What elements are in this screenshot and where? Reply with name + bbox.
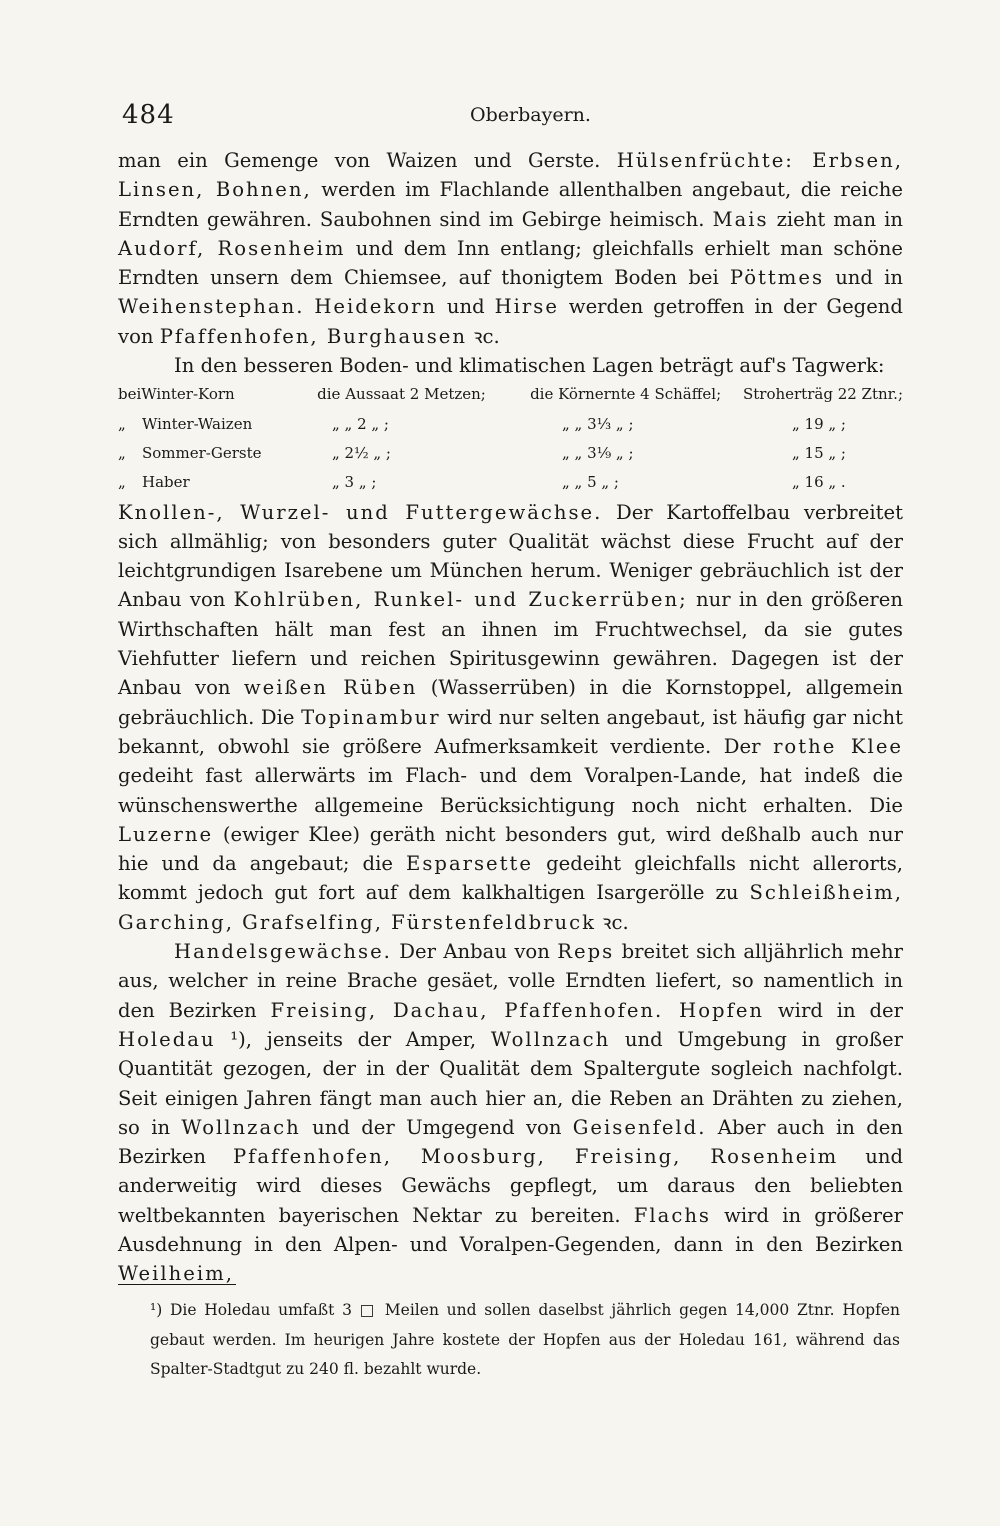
spaced-term: Holedau <box>118 1027 216 1051</box>
table-cell: bei <box>118 385 142 404</box>
spaced-term: Kohlrüben, Runkel- und Zuckerrüben; <box>233 588 688 612</box>
yield-table <box>118 380 903 497</box>
table-cell-crop: Winter-Waizen <box>142 414 253 433</box>
table-cell-grain: die Körnernte 4 Schäffel; <box>530 385 722 404</box>
text-run <box>304 295 314 318</box>
text-run: zieht man in <box>768 207 903 231</box>
table-cell-grain: „ „ 5 „ ; <box>562 473 619 492</box>
text-run: gedeiht fast allerwärts im Flach- und dem Voralpen-Lande, hat indeß die wünschenswerthe allgemeine Berücksichtigung noch nicht erhalten. Die <box>118 764 903 817</box>
spaced-term: weißen Rüben <box>243 676 418 700</box>
table-cell-sowing: die Aussaat 2 Metzen; <box>317 385 486 404</box>
text-run: man ein Gemenge von Waizen und Gerste. <box>118 149 617 172</box>
text-run: und in <box>824 266 904 290</box>
table-cell-sowing: „ „ 2 „ ; <box>332 414 389 433</box>
footnote-divider <box>118 1284 236 1285</box>
text-run: ꝛc. <box>467 324 500 348</box>
section-heading: Handelsgewächse. <box>174 940 392 964</box>
spaced-term: Flachs <box>633 1203 711 1227</box>
spaced-term: Pfaffenhofen, Moosburg, Freising, Rosenheim <box>233 1145 839 1169</box>
text-run: gedeiht gleichfalls nicht allerorts, kommt jedoch gut fort auf dem kalkhaltigen Isargerölle zu <box>118 852 903 905</box>
text-run: wird nur selten angebaut, ist häufig gar nicht bekannt, obwohl sie größere Aufmerksamkeit verdiente. Der <box>118 705 903 758</box>
footnote-text: ¹) Die Holedau umfaßt 3 □ Meilen und sollen daselbst jährlich gegen 14,000 Ztnr. Hopfen gebaut werden. Im heurigen Jahre kostete der Hopfen aus der Holedau 161, während das Spalter-Stadtgut zu 240 fl. bezahlt wurde. <box>150 1301 900 1378</box>
paragraph-yield-intro: In den besseren Boden- und klimatischen Lagen beträgt auf's Tagwerk: <box>174 354 885 378</box>
spaced-term: Freising, Dachau, Pfaffenhofen. Hopfen <box>270 998 765 1022</box>
table-cell-crop: Haber <box>142 473 190 492</box>
text-run: Aber auch in den Bezirken <box>118 1115 903 1169</box>
text-run: Der Kartoffelbau verbreitet sich allmählig; von besonders guter Qualität wächst diese Frucht auf der leichtgrundigen Isarebene um München herum. Weniger gebräuchlich ist der Anbau von <box>118 500 903 612</box>
text-run: (Wasserrüben) in die Kornstoppel, allgemein gebräuchlich. Die <box>118 676 903 729</box>
spaced-term: Geisenfeld. <box>572 1115 707 1139</box>
table-row <box>118 410 903 439</box>
paragraph-commercial-crops <box>118 937 903 1289</box>
text-run: und dem Inn entlang; gleichfalls erhielt man schöne Erndten unsern dem Chiemsee, auf thonigtem Boden bei <box>118 236 903 290</box>
spaced-term: Weilheim, <box>118 1262 234 1286</box>
spaced-term: Pfaffenhofen, Burghausen <box>159 324 468 348</box>
text-run: (ewiger Klee) geräth nicht besonders gut, wird deßhalb auch nur hie und da angebaut; die <box>118 822 903 876</box>
table-cell-straw: Stroherträg 22 Ztnr.; <box>742 385 904 404</box>
text-run: ¹), jenseits der Amper, <box>215 1027 491 1051</box>
footnote <box>150 1296 900 1385</box>
text-run: Der Anbau von <box>391 940 558 964</box>
text-run: wird in größerer Ausdehnung in den Alpen- und Voralpen-Gegenden, dann in den Bezirken <box>118 1203 903 1256</box>
spaced-term: Wollnzach <box>181 1115 301 1139</box>
text-run: und <box>437 295 495 319</box>
page-number: 484 <box>122 100 175 130</box>
spaced-term: Heidekorn <box>314 295 438 319</box>
table-cell-sowing: „ 2½ „ ; <box>332 443 391 462</box>
table-cell-crop: Sommer-Gerste <box>142 443 262 462</box>
table-cell-grain: „ „ 3⅑ „ ; <box>562 443 634 462</box>
table-row <box>118 439 903 468</box>
table-cell: „ <box>118 473 126 492</box>
table-cell-sowing: „ 3 „ ; <box>332 473 377 492</box>
text-run: breitet sich alljährlich mehr aus, welcher in reine Brache gesäet, volle Erndten liefert, so namentlich in den Bezirken <box>118 940 903 1022</box>
spaced-term: Luzerne <box>118 822 214 846</box>
spaced-term: Mais <box>712 207 769 231</box>
spaced-term: Hirse <box>494 295 559 319</box>
running-head: Oberbayern. <box>470 104 591 126</box>
paragraph-root-crops <box>118 498 903 937</box>
spaced-term: rothe Klee <box>773 734 904 758</box>
spaced-term: Weihenstephan. <box>118 295 305 319</box>
spaced-term: Reps <box>557 940 615 964</box>
main-text <box>118 146 903 1289</box>
text-run: nur in den größeren Wirthschaften hält man fest an ihnen im Fruchtwechsel, da sie gutes Viehfutter liefern und reichen Spiritusgewinn gewähren. Dagegen ist der Anbau von <box>118 588 903 700</box>
spaced-term: Hülsenfrüchte: Erbsen, Linsen, Bohnen, <box>118 149 903 202</box>
section-heading: Knollen-, Wurzel- und Futtergewächse. <box>118 500 603 524</box>
spaced-term: Esparsette <box>406 852 533 876</box>
table-cell-grain: „ „ 3⅓ „ ; <box>562 414 634 433</box>
spaced-term: Audorf, Rosenheim <box>118 236 346 260</box>
spaced-term: Topinambur <box>301 705 441 729</box>
page-header <box>118 100 903 134</box>
text-run: werden getroffen in der Gegend von <box>118 295 903 348</box>
paragraph-legumes <box>118 146 903 351</box>
text-run: und anderweitig wird dieses Gewächs gepflegt, um daraus den beliebten weltbekannten bayerischen Nektar zu bereiten. <box>118 1145 903 1227</box>
text-run: ꝛc. <box>595 910 629 934</box>
table-cell: „ <box>118 414 126 433</box>
table-cell-crop: Winter-Korn <box>141 385 235 404</box>
table-row <box>118 468 903 497</box>
table-row <box>118 380 903 409</box>
spaced-term: Schleißheim, Garching, Grafselfing, Fürstenfeldbruck <box>118 881 903 934</box>
spaced-term: Wollnzach <box>490 1027 611 1051</box>
text-run: und Umgebung in großer Quantität gezogen, der in der Qualität dem Spaltergute sogleich nachfolgt. Seit einigen Jahren fängt man auch hier an, die Reben an Drähten zu ziehen, so in <box>118 1027 904 1139</box>
text-run: werden im Flachlande allenthalben angebaut, die reiche Erndten gewähren. Saubohnen sind im Gebirge heimisch. <box>118 178 903 231</box>
text-run: und der Umgegend von <box>300 1115 573 1139</box>
table-cell-straw: „ 19 „ ; <box>792 414 846 433</box>
spaced-term: Pöttmes <box>729 266 825 290</box>
text-run: wird in der <box>764 998 903 1022</box>
table-cell-straw: „ 16 „ . <box>792 473 846 492</box>
table-cell-straw: „ 15 „ ; <box>792 443 846 462</box>
table-cell: „ <box>118 443 126 462</box>
